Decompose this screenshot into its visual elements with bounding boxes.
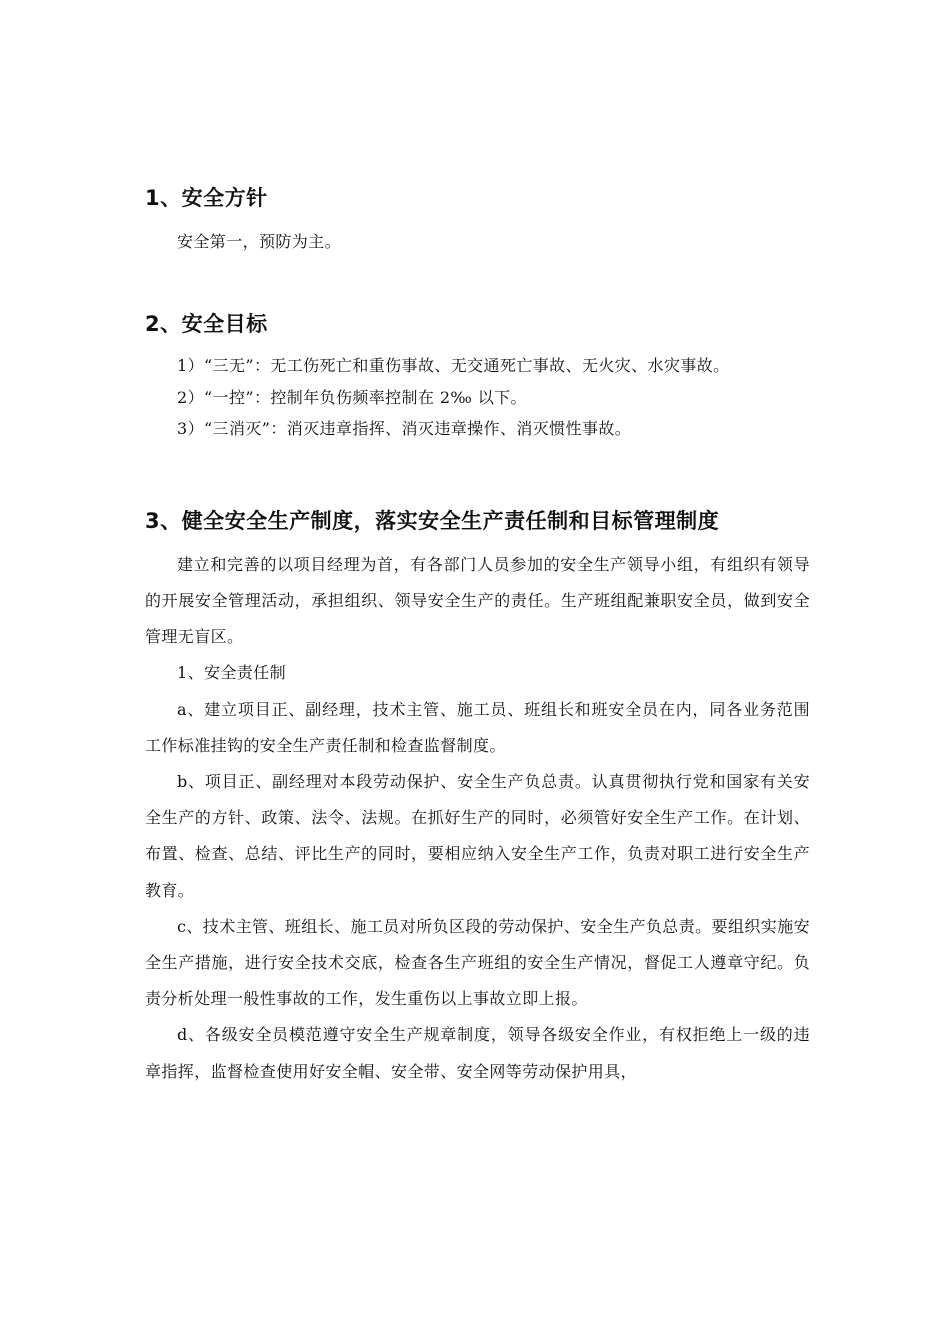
section-heading-safety-goals: 2、安全目标 bbox=[145, 312, 268, 337]
section-heading-safety-policy: 1、安全方针 bbox=[145, 186, 268, 210]
paragraph: d、各级安全员模范遵守安全生产规章制度，领导各级安全作业，有权拒绝上一级的违章指挥，监督检查使用好安全帽、安全带、安全网等劳动保护用具， bbox=[145, 1025, 810, 1081]
list-item: 1）“三无”：无工伤死亡和重伤事故、无交通死亡事故、无火灾、水灾事故。 bbox=[177, 356, 730, 376]
list-item: 3）“三消灭”：消灭违章指挥、消灭违章操作、消灭惯性事故。 bbox=[177, 419, 632, 439]
subsection-title: 1、安全责任制 bbox=[177, 663, 286, 683]
section-heading-safety-system: 3、健全安全生产制度，落实安全生产责任制和目标管理制度 bbox=[145, 508, 720, 533]
paragraph: 安全第一，预防为主。 bbox=[177, 232, 342, 251]
document-body bbox=[145, 182, 810, 1090]
paragraph: 建立和完善的以项目经理为首，有各部门人员参加的安全生产领导小组，有组织有领导的开展安全管理活动，承担组织、领导安全生产的责任。生产班组配兼职安全员，做到安全管理无盲区。 bbox=[145, 554, 810, 647]
paragraph: b、项目正、副经理对本段劳动保护、安全生产负总责。认真贯彻执行党和国家有关安全生产的方针、政策、法令、法规。在抓好生产的同时，必须管好安全生产工作。在计划、布置、检查、总结、评比生产的同时，要相应纳入安全生产工作，负责对职工进行安全生产教育。 bbox=[145, 771, 810, 900]
paragraph: c、技术主管、班组长、施工员对所负区段的劳动保护、安全生产负总责。要组织实施安全生产措施，进行安全技术交底，检查各生产班组的安全生产情况，督促工人遵章守纪。负责分析处理一般性事故的工作，发生重伤以上事故立即上报。 bbox=[145, 916, 810, 1009]
goals-list bbox=[145, 350, 810, 445]
paragraph: a、建立项目正、副经理，技术主管、施工员、班组长和班安全员在内，同各业务范围工作标准挂钩的安全生产责任制和检查监督制度。 bbox=[145, 699, 810, 755]
list-item: 2）“一控”：控制年负伤频率控制在 2‰ 以下。 bbox=[177, 387, 527, 407]
